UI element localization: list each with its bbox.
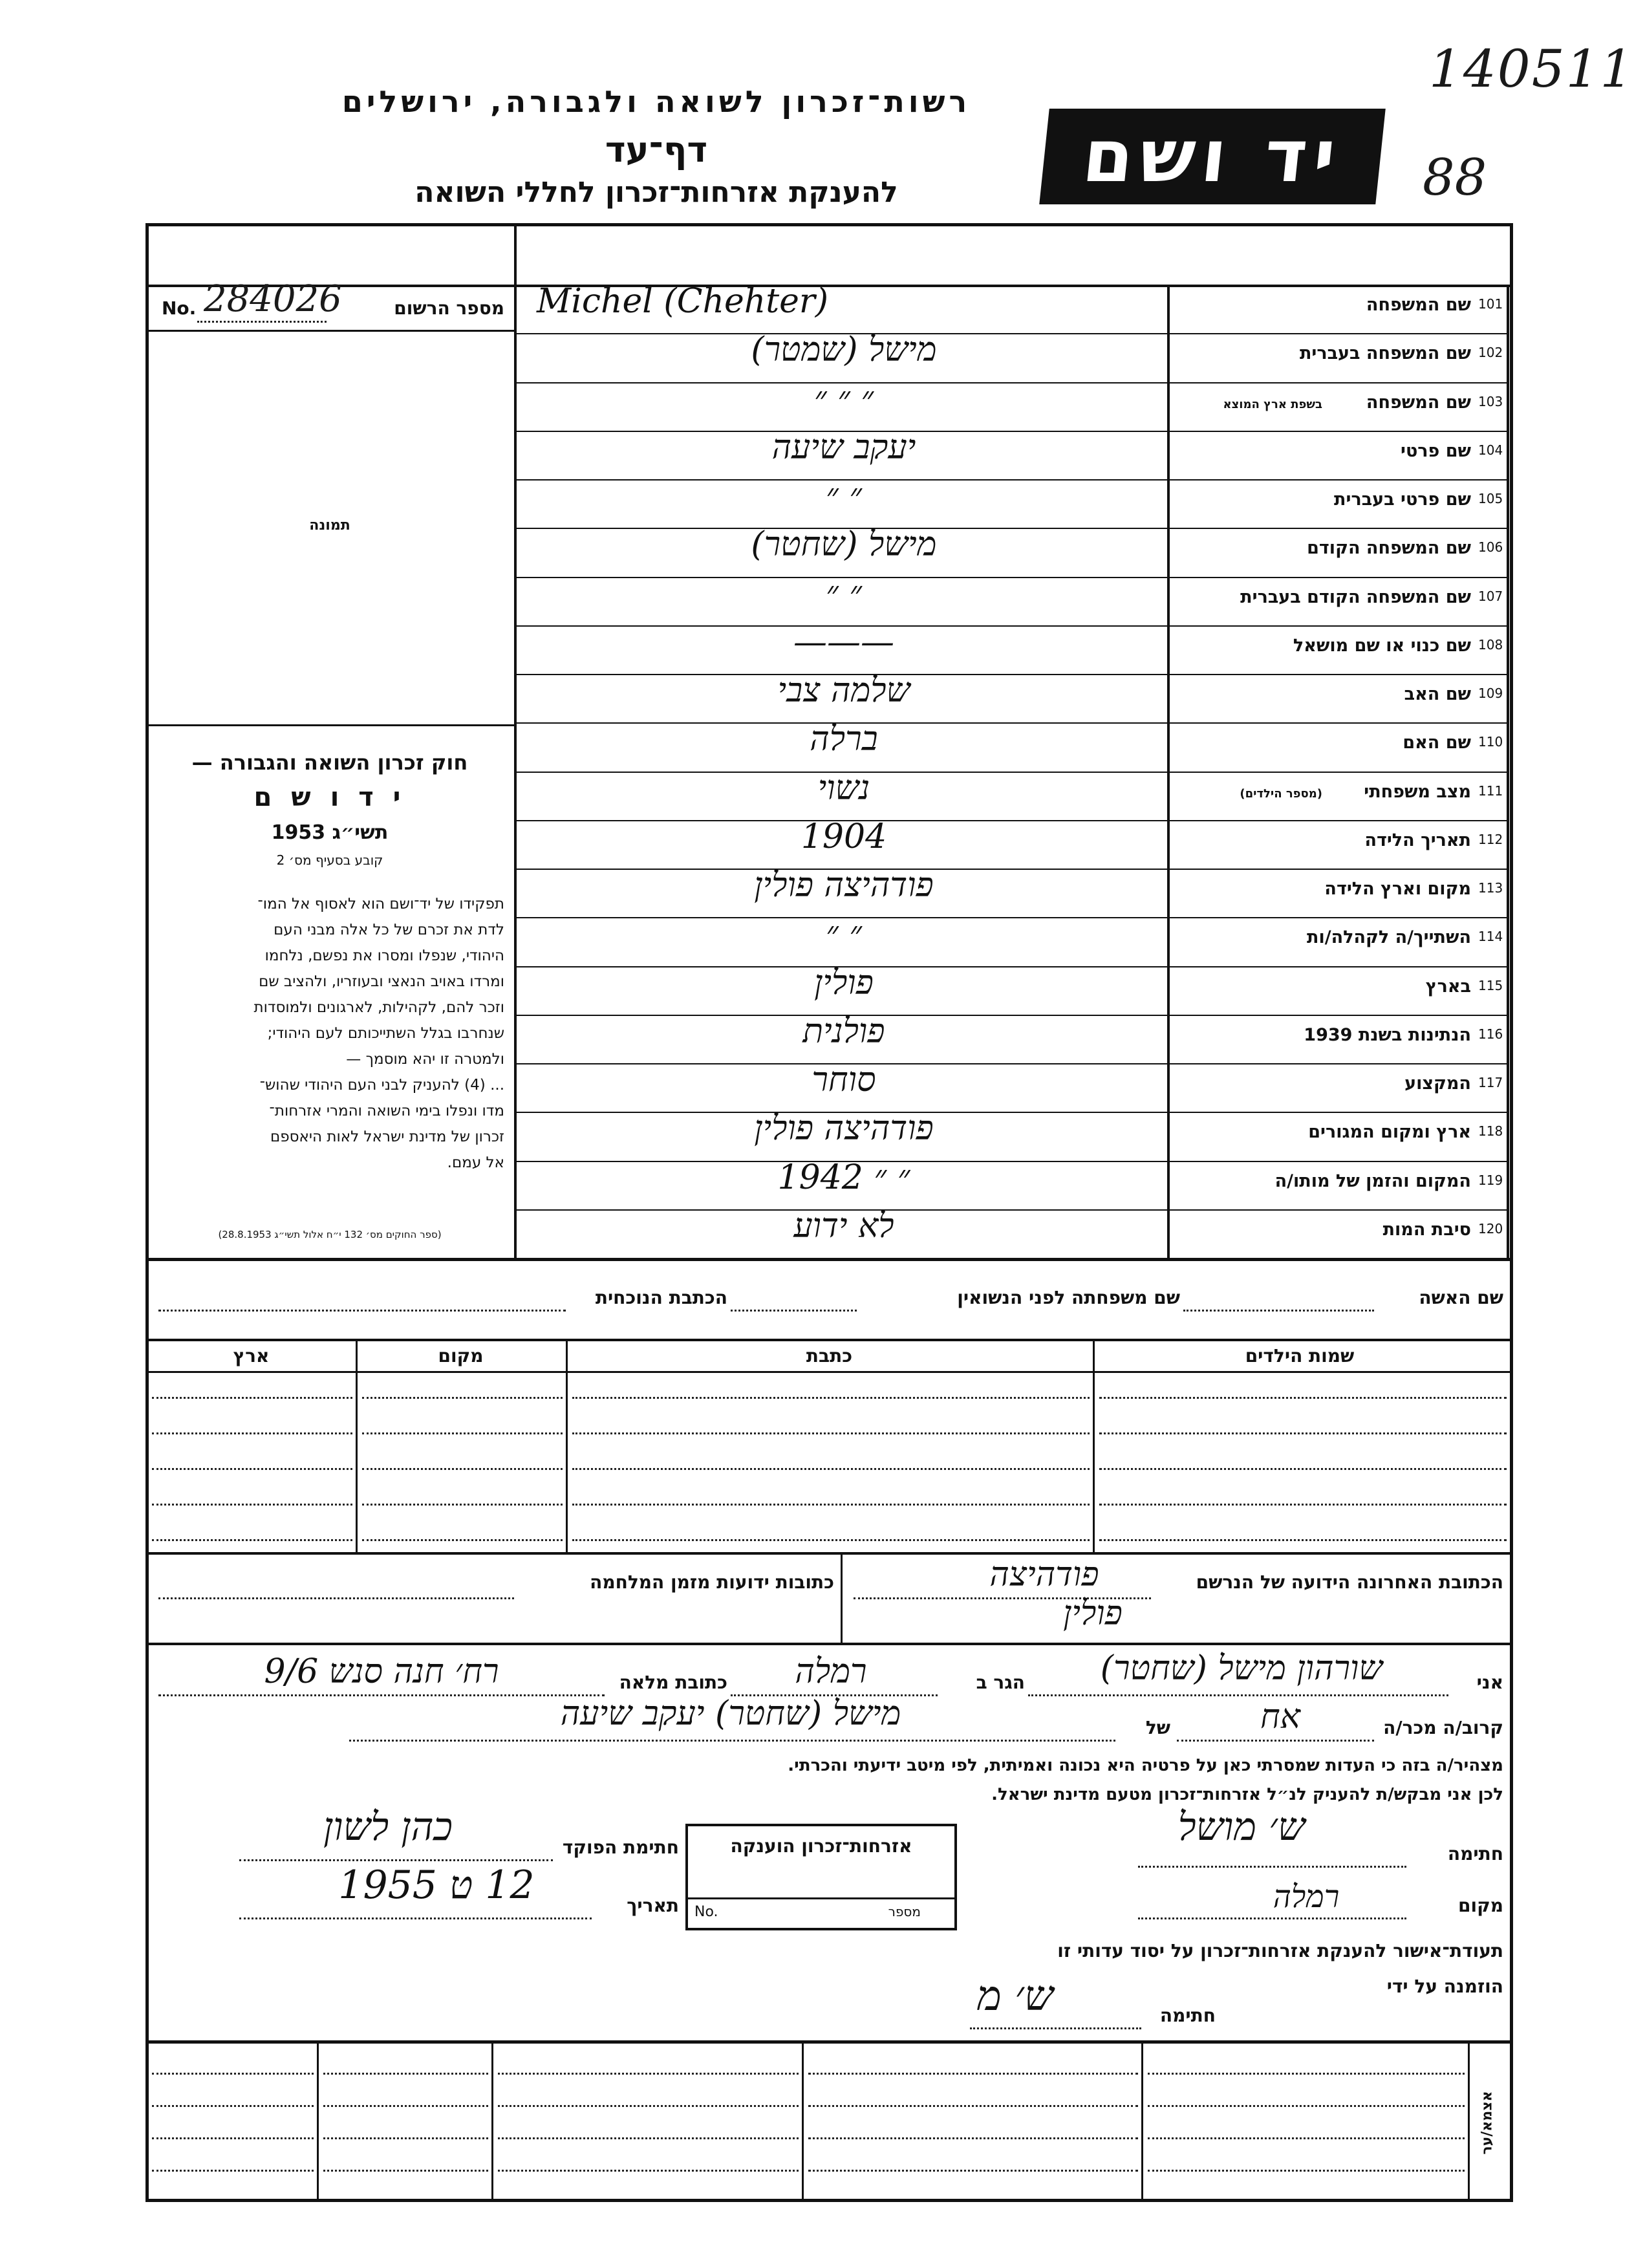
field-number: 110: [1478, 734, 1503, 750]
field-value: ״ ״ 1942: [777, 1158, 910, 1197]
field-label: המקצוע: [1404, 1074, 1471, 1094]
field-number: 111: [1478, 783, 1503, 799]
field-label: מקום וארץ הלידה: [1324, 879, 1471, 899]
law-paragraph: ומרדו באויב הנאצי ובעוזריו, ולהציב שם: [259, 973, 504, 990]
declaration-line-1: מצהיר/ה בזה כי העדות שמסרתי כאן על פרטיה היא נכונה ואמיתית, לפי מיטב ידיעתי והכרתי.: [788, 1756, 1503, 1775]
place-label: מקום: [1458, 1895, 1503, 1916]
law-year: תשי״ג 1953: [271, 821, 389, 844]
children-header-country: ארץ: [233, 1345, 270, 1366]
field-label: מצב משפחתי: [1364, 781, 1471, 802]
declarant-ani: אני: [1476, 1672, 1503, 1693]
field-label: שם המשפחה: [1366, 392, 1471, 413]
field-number: 117: [1478, 1075, 1503, 1090]
field-value: פודהיצה פולין: [754, 1109, 934, 1149]
officer-signature-label: חתימת הפוקד: [562, 1837, 679, 1858]
field-label: שם המשפחה בעברית: [1299, 343, 1471, 364]
field-value: סוחר: [812, 1061, 876, 1099]
registration-no-label: No.: [162, 297, 197, 319]
field-label: סיבת המות: [1382, 1219, 1471, 1240]
law-paragraph: זכרון של מדינת ישראל לאות היאספם: [270, 1129, 504, 1145]
form-title: דף־עד: [605, 129, 708, 170]
last-known-address-value-2: פולין: [1063, 1594, 1123, 1633]
law-paragraph: לדת את זכרם של כל אלה מבני העם: [274, 922, 504, 938]
citizenship-granted-box: אזרחות־זכרון הוענקה No. מספר: [685, 1824, 957, 1930]
certificate-line-1: תעודת־אישור להענקת אזרחות־זכרון על יסוד עדותי זו: [1057, 1940, 1503, 1961]
children-header-place: מקום: [438, 1345, 484, 1366]
law-footnote: (ספר החוקים מס׳ 132 י״ח אלול תשי״ג 28.8.1953): [218, 1229, 442, 1240]
date-label: תאריך: [627, 1895, 679, 1916]
photo-placeholder-label: תמונה: [309, 517, 350, 534]
war-addresses-label: כתובות ידועות מזמן המלחמה: [590, 1571, 834, 1593]
yad-vashem-logo: יד ושם: [1039, 109, 1386, 204]
declarant-signature: ש׳ מושל: [1177, 1804, 1306, 1850]
field-number: 119: [1478, 1172, 1503, 1188]
field-label: הנתינות בשנת 1939: [1304, 1024, 1471, 1045]
law-paragraph: שנחרבו בגלל השתייכותם לעם היהודי;: [267, 1025, 504, 1042]
children-header-address: כתבת: [806, 1345, 853, 1366]
field-number: 120: [1478, 1220, 1503, 1237]
law-title: חוק זכרון השואה והגבורה —: [191, 750, 468, 775]
declaration-line-2: לכן אני מבקש/ת להעניק לנ״ל אזרחות־זכרון מטעם מדינת ישראל.: [991, 1785, 1503, 1804]
field-label: שם האב: [1404, 684, 1471, 704]
field-number: 113: [1478, 880, 1503, 896]
field-number: 101: [1478, 296, 1503, 312]
law-paragraph: תפקידו של יד־ושם הוא לאסוף אל המו־: [257, 896, 504, 913]
declarant-of-value: מישל (שחטר) יעקב שיעה: [560, 1694, 901, 1733]
field-label: שם כנוי או שם מושאל: [1293, 635, 1471, 656]
law-name: י ד ו ש ם: [253, 783, 406, 812]
field-number: 114: [1478, 929, 1503, 945]
field-number: 106: [1478, 539, 1503, 556]
box-no-heb: מספר: [888, 1904, 921, 1919]
field-value: שלמה צבי: [777, 671, 910, 710]
field-label: שם פרטי: [1401, 440, 1471, 461]
last-known-address-label: הכתובת האחרונה הידועה של הנרשם: [1196, 1571, 1503, 1593]
field-label: שם פרטי בעברית: [1334, 490, 1471, 510]
relation-label: קרוב/ה מכר/ה: [1383, 1717, 1503, 1738]
officer-date: 12 ט 1955: [338, 1863, 535, 1908]
law-paragraph: וזכר להם, לקהילות, לארגונים ולמוסדות: [253, 999, 504, 1016]
field-value: יעקב שיעה: [771, 427, 916, 467]
wife-name-label: שם האשה: [1419, 1287, 1503, 1308]
certificate-signature: ש׳ מ: [976, 1972, 1054, 2020]
field-value: ״ ״: [825, 574, 863, 613]
side-number: 88: [1423, 149, 1487, 207]
law-note: קובע בסעיף מס׳ 2: [276, 852, 383, 868]
field-value: ״ ״ ״: [813, 379, 874, 418]
field-label: שם האם: [1403, 733, 1471, 753]
field-value: נשוי: [817, 768, 870, 808]
of-label: של: [1145, 1717, 1170, 1738]
field-value: פולין: [814, 963, 874, 1002]
full-address-label: כתובת מלאה: [619, 1672, 727, 1693]
authority-title: רשות־זכרון לשואה ולגבורה, ירושלים: [341, 84, 971, 119]
last-known-address-value: פודהיצה: [989, 1555, 1099, 1594]
field-value: 1904: [801, 817, 887, 856]
field-number: 115: [1478, 977, 1503, 993]
officer-signature: כהן לשון: [323, 1804, 453, 1850]
field-number: 104: [1478, 442, 1503, 458]
field-value: מישל (שמטר): [751, 330, 937, 370]
declarant-name: שורהון מישל (שחטר): [1100, 1649, 1383, 1688]
certificate-signature-label: חתימה: [1159, 2005, 1216, 2026]
field-number: 102: [1478, 345, 1503, 361]
field-number: 108: [1478, 636, 1503, 653]
declarant-place: רמלה: [1273, 1879, 1340, 1915]
field-label-note: בשפת ארץ המוצא: [1223, 397, 1322, 411]
wife-address-label: הכתבת הנוכחית: [595, 1287, 727, 1308]
field-number: 118: [1478, 1123, 1503, 1139]
box-no-label: No.: [694, 1904, 718, 1920]
print-code: אצמא/ער: [1479, 2091, 1496, 2155]
declarant-city: רמלה: [795, 1652, 867, 1691]
law-paragraph: מדו ונפלו בימי השואה והמרי אזרחות־: [269, 1103, 504, 1119]
field-label: תאריך הלידה: [1364, 830, 1471, 850]
children-header-names: שמות הילדים: [1245, 1345, 1355, 1366]
law-paragraph: היהודי, שנפלו ומסרו את נפשם, נלחמו: [264, 947, 504, 964]
field-value: Michel (Chehter): [537, 282, 829, 321]
field-label: שם המשפחה הקודם: [1307, 538, 1471, 559]
field-number: 103: [1478, 393, 1503, 409]
field-number: 116: [1478, 1026, 1503, 1042]
declarant-relation: אח: [1260, 1698, 1300, 1736]
field-label: בארץ: [1425, 976, 1471, 997]
field-value: ״ ״: [825, 477, 863, 515]
field-number: 105: [1478, 491, 1503, 506]
registration-label: מספר הרשום: [394, 297, 504, 319]
law-paragraph: אל עמם.: [447, 1154, 504, 1171]
field-value: פודהיצה פולין: [754, 866, 934, 905]
registration-number: 284026: [204, 278, 342, 320]
resides-label: הגר ב: [976, 1672, 1025, 1693]
wife-maiden-label: שם משפחתה לפני הנשואין: [957, 1287, 1180, 1308]
field-number: 109: [1478, 686, 1503, 701]
field-value: מישל (שחטר): [751, 525, 937, 565]
field-label: שם המשפחה: [1366, 295, 1471, 315]
field-value: ברלה: [810, 720, 878, 759]
field-label: שם המשפחה הקודם בעברית: [1240, 587, 1471, 607]
field-label-note: (מספר הילדים): [1240, 786, 1322, 801]
archive-number: 140511: [1429, 39, 1634, 99]
field-value: לא ידוע: [793, 1206, 894, 1246]
field-label: המקום והזמן של מותו/ה: [1274, 1171, 1471, 1191]
law-paragraph: ולמטרה זו יהא מוסמך —: [346, 1051, 504, 1068]
certificate-line-2: הוזמנה על ידי: [1386, 1976, 1503, 1997]
field-value: ———: [793, 622, 894, 662]
field-label: השתייך/ה לקהלה/ות: [1307, 927, 1471, 948]
law-paragraph: ... (4) להעניק לבני העם היהודי שהוש־: [259, 1077, 504, 1094]
field-value: פולנית: [802, 1011, 885, 1051]
form-subtitle: להענקת אזרחות־זכרון לחללי השואה: [414, 176, 898, 209]
declarant-signature-label: חתימה: [1447, 1843, 1503, 1864]
field-number: 107: [1478, 588, 1503, 604]
field-value: ״ ״: [825, 914, 863, 954]
field-label: ארץ ומקום המגורים: [1308, 1122, 1471, 1143]
field-number: 112: [1478, 831, 1503, 847]
declarant-full-address: רח׳ חנה סנש 9/6: [264, 1652, 499, 1691]
